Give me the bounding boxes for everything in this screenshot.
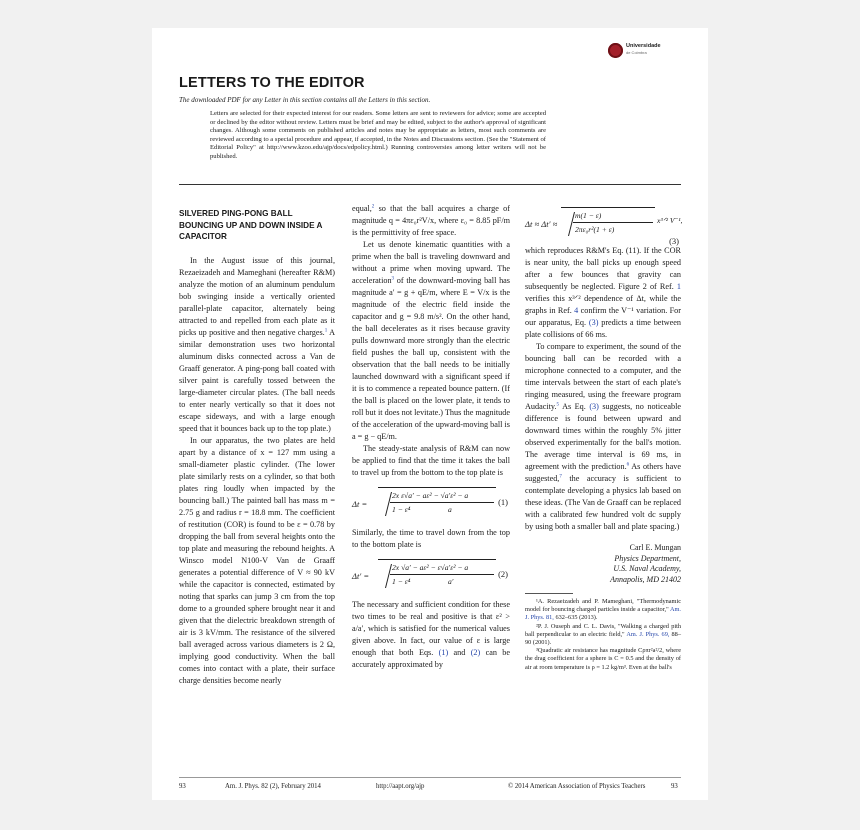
equation-3: Δt ≈ Δt′ ≈ m(1 − ε) 2πε₀r²(1 + ε) x³ᐟ² V⁻¹, (3) xyxy=(525,205,681,241)
eq-link[interactable]: (2) xyxy=(470,648,481,657)
page-number-right: 93 xyxy=(671,783,678,790)
paragraph: To compare to experiment, the sound of the bouncing ball can be recorded with a microphone connected to a computer, and the time intervals between the start of each plate's ringing measured, using the freeware program Audacity.$^5$ As Eq. (3) suggests, no noticeable difference is found between upward and downward times within the roughly 5% jitter observed experimentally for the ball's motion. The average time interval is 69 ms, in agreement with the prediction.$^6$ As others have suggested,$^7$ the accuracy is sufficient to contemplate developing a physics lab based on these ideas. (The Van de Graaff can be replaced with a calibrated few hundred volt dc supply by using both a smaller ball and plate spacing.) xyxy=(525,342,681,531)
column-3 xyxy=(525,205,681,672)
ref-link[interactable]: 6 xyxy=(626,462,630,468)
ref-link[interactable]: 4 xyxy=(574,306,579,315)
paragraph: The necessary and sufficient condition for these two times to be real and positive is that ε² > a/a′, which is satisfied for the numerical values given above. In fact, our value of ε is large enough that both Eqs. (1) and (2) can be accurately approximated by xyxy=(352,600,511,669)
author-institution: U.S. Naval Academy, xyxy=(613,564,681,573)
copyright: © 2014 American Association of Physics Teachers xyxy=(508,783,646,790)
footer-divider xyxy=(179,777,681,778)
section-title: LETTERS TO THE EDITOR xyxy=(179,75,365,91)
ref-link[interactable]: 1 xyxy=(676,282,681,291)
ref-link[interactable]: 1 xyxy=(324,327,328,333)
paragraph: In the August issue of this journal, Rezaeizadeh and Mameghani (hereafter R&M) analyze the motion of an aluminum pendulum bob swinging inside a vertically oriented parallel-plate capacitor, alternately being attracted to and repelled from each plate as it picks up positive and then negative charges.$^1$ A similar demonstration uses two horizontal aluminum disks connected across a Van de Graaff generator. A ping-pong ball coated with silver paint is carefully tossed between the large-diameter circular plates. (The ball needs to enter nearly vertically so that it does not escape sideways, and with a large enough speed that it bounces back up to the top plate.) xyxy=(179,255,335,433)
paragraph: The steady-state analysis of R&M can now be applied to find that the time it takes the ball to travel up from the bottom to the top plate is xyxy=(352,444,510,477)
logo-subtitle: de Coimbra xyxy=(626,50,647,55)
footnote: ¹A. Rezaeizadeh and P. Mameghani, "Thermodynamic model for bouncing charged particles inside a capacitor," Am. J. Phys. 81, 632–635 (2013). xyxy=(525,598,681,622)
journal-citation: Am. J. Phys. 82 (2), February 2014 xyxy=(225,783,321,790)
citation-link[interactable]: Am. J. Phys. 81, xyxy=(525,606,681,622)
paragraph: equal,$^2$ so that the ball acquires a charge of magnitude q = 4πε₀r²V/x, where ε₀ = 8.85 pF/m is the permittivity of free space. xyxy=(352,204,510,237)
footnote: ²P. J. Ouseph and C. L. Davis, "Walking a charged pith ball perpendicular to an electric field," Am. J. Phys. 69, 88–90 (2001). xyxy=(525,622,681,647)
author-department: Physics Department, xyxy=(614,553,681,563)
citation-link[interactable]: Am. J. Phys. 69, xyxy=(626,630,670,638)
page-number-left: 93 xyxy=(179,783,186,790)
equation-number: (1) xyxy=(498,497,508,507)
footnote-divider xyxy=(525,593,573,594)
paragraph: In our apparatus, the two plates are held apart by a distance of x = 127 mm using a small-diameter plastic cylinder. (The lower plate similarly rests on a cylinder, so that both plates ring loudly when impacted by the bouncing ball.) The painted ball has mass m = 2.75 g and radius r = 18.8 mm. The coefficient of restitution (COR) is found to be ε = 0.78 by dropping the ball from several heights onto the top plate and measuring the rebound heights. A Winsco model N100-V Van de Graaff generates a potential difference of V ≈ 90 kV while the capacitor is connected, estimated by noting that sparks can jump 3 cm from the top dome to a grounded sphere brought near it and given that the dielectric breakdown strength of air is 3 kV/mm. The resistance of the silvered ball averaged across various diameters is 2 Ω, implying good conductivity. When the ball comes into contact with a plate, their surface charge densities become nearly xyxy=(179,435,335,685)
equation-number: (3) xyxy=(669,236,679,246)
column-2 xyxy=(352,203,510,671)
equation-number: (2) xyxy=(498,569,508,579)
header-divider xyxy=(179,184,681,185)
editorial-policy: Letters are selected for their expected interest for our readers. Some letters are sent to reviewers for advice; some are accepted or declined by the editor without review. Letters must be brief and may be edited, subject to the author's approval of significant changes. Although some comments on published articles and notes may be appropriate as letters, most such comments are reviewed according to a special procedure and appear, if accepted, in the Notes and Discussions section. (See the "Statement of Editorial Policy" at http://www.kzoo.edu/ajp/docs/edpolicy.html.) Running controversies among letter writers will not be published. xyxy=(210,110,546,160)
university-logo xyxy=(608,42,668,62)
paragraph: Let us denote kinematic quantities with a prime when the ball is traveling downward and without a prime when moving upward. The acceleration$^3$ of the downward-moving ball has magnitude a′ = g + qE/m, where E = V/x is the magnitude of the electric field inside the capacitor and g = 9.8 m/s². On the other hand, the ball decelerates as it rises because gravity pulls downward more strongly than the electric field pushes the ball up, consistent with the observation that the ball needs to be initially launched downward with a significant speed if it is to commence a repeated bounce pattern. (If the ball is placed on the lower plate, it tends to roll but it does not levitate.) Thus the magnitude of the acceleration of the upward-moving ball is a = g − qE/m. xyxy=(352,240,510,441)
footnote: ³Quadratic air resistance has magnitude Cρπr²a²/2, where the drag coefficient for a sphere is C = 0.5 and the density of air at room temperature is ρ = 1.2 kg/m³. Even at the ball's xyxy=(525,647,681,671)
paragraph: Similarly, the time to travel down from the top to the bottom plate is xyxy=(352,528,510,549)
ref-link[interactable]: 5 xyxy=(556,402,560,408)
logo-name: Universidade xyxy=(626,43,661,49)
eq-link[interactable]: (3) xyxy=(588,318,599,327)
journal-url[interactable]: http://aapt.org/ajp xyxy=(376,783,425,790)
paragraph: which reproduces R&M's Eq. (11). If the COR is near unity, the ball picks up enough speed after a few bounces that gravity can subsequently be neglected. Figure 2 of Ref. 1 verifies this x³ᐟ² dependence of Δt, while the graphs in Ref. 4 confirm the V⁻¹ variation. For our apparatus, Eq. (3) predicts a time between plate collisions of 66 ms. xyxy=(525,246,681,339)
column-1 xyxy=(179,205,335,687)
eq-link[interactable]: (1) xyxy=(438,648,449,657)
author-signature xyxy=(525,543,681,585)
article-title: SILVERED PING-PONG BALL BOUNCING UP AND DOWN INSIDE A CAPACITOR xyxy=(179,209,323,241)
ref-link[interactable]: 7 xyxy=(559,474,562,480)
eq-link[interactable]: (3) xyxy=(589,402,599,411)
equation-2: Δt′ = 2x √a′ − aε² − ε√a′ε² − a 1 − ε⁴ a′ (2) xyxy=(352,557,510,595)
author-name: Carl E. Mungan xyxy=(629,543,681,552)
equation-1: Δt = 2x ε√a′ − aε² − √a′ε² − a 1 − ε⁴ a (1) xyxy=(352,485,510,523)
seal-icon xyxy=(608,43,623,58)
ref-link[interactable]: 3 xyxy=(391,276,395,282)
author-address: Annapolis, MD 21402 xyxy=(610,574,681,584)
section-subtitle: The downloaded PDF for any Letter in this section contains all the Letters in this section. xyxy=(179,96,431,104)
ref-link[interactable]: 2 xyxy=(371,204,375,210)
